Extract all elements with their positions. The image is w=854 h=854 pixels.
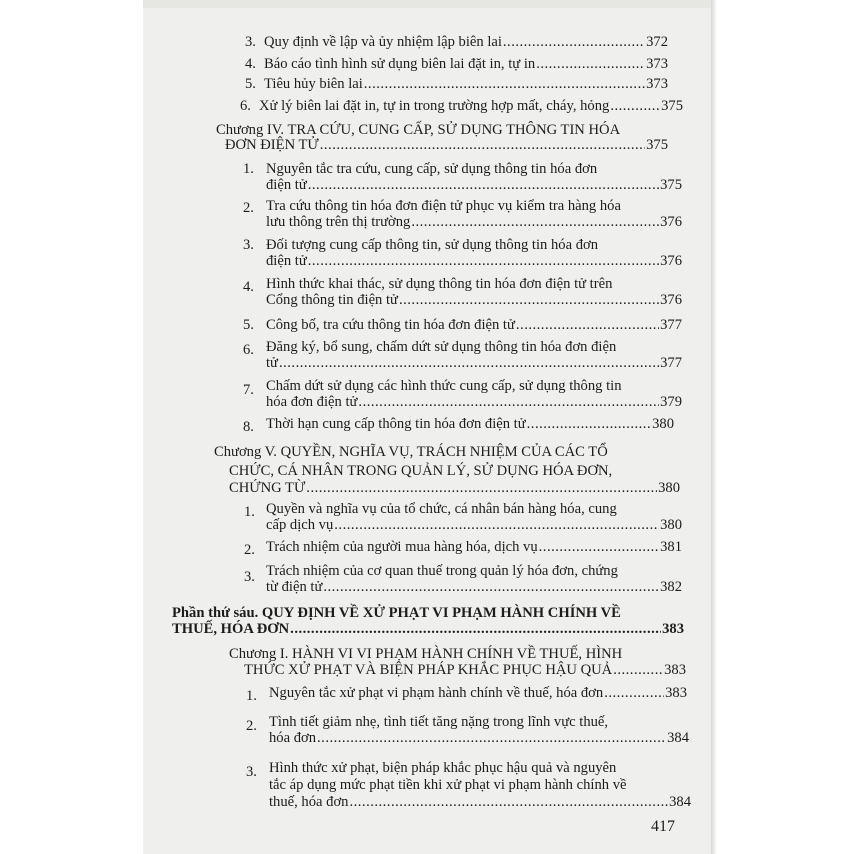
- toc-item-text: Nguyên tắc xử phạt vi phạm hành chính về thuế, hóa đơn: [269, 685, 604, 701]
- leader-dots: [320, 136, 645, 154]
- chapter-heading: CHỨC, CÁ NHÂN TRONG QUẢN LÝ, SỬ DỤNG HÓA ĐƠN,: [229, 463, 613, 479]
- toc-item: [269, 684, 687, 702]
- toc-item-text: Hình thức khai thác, sử dụng thông tin hóa đơn điện tử trên: [266, 276, 613, 292]
- toc-item-text: Thời hạn cung cấp thông tin hóa đơn điện tử: [266, 416, 526, 432]
- toc-item-text: Nguyên tắc tra cứu, cung cấp, sử dụng thông tin hóa đơn: [266, 161, 598, 177]
- toc-item-text: Quy định về lập và ủy nhiệm lập biên lai: [264, 34, 502, 50]
- toc-page-number: 377: [660, 317, 682, 333]
- toc-item-text: Chấm dứt sử dụng các hình thức cung cấp, sử dụng thông tin: [266, 378, 622, 394]
- chapter-heading-text: ĐƠN ĐIỆN TỬ: [225, 137, 319, 153]
- toc-page-number: 384: [669, 794, 691, 810]
- toc-page-number: 380: [660, 517, 682, 533]
- toc-item-number: 6.: [240, 98, 251, 114]
- toc-page-number: 381: [660, 539, 682, 555]
- toc-page-number: 382: [660, 579, 682, 595]
- toc-item: [269, 793, 691, 811]
- toc-item: [264, 55, 668, 73]
- toc-item: [266, 252, 682, 270]
- toc-page-number: 383: [665, 685, 687, 701]
- toc-page-number: 376: [660, 253, 682, 269]
- chapter-heading: Chương V. QUYỀN, NGHĨA VỤ, TRÁCH NHIỆM CỦA CÁC TỔ: [214, 444, 608, 460]
- toc-item: [266, 316, 682, 334]
- toc-item-text-cont: hóa đơn: [269, 730, 317, 746]
- toc-item-text-cont: thuế, hóa đơn: [269, 794, 349, 810]
- toc-item-text: Xử lý biên lai đặt in, tự in trong trường hợp mất, cháy, hỏng: [259, 98, 610, 114]
- toc-page-number: 377: [660, 355, 682, 371]
- toc-item-text-cont: điện tử: [266, 177, 307, 193]
- toc-item: [259, 97, 683, 115]
- toc-item-text: Trách nhiệm của cơ quan thuế trong quản lý hóa đơn, chứng: [266, 563, 618, 579]
- toc-item: [266, 415, 674, 433]
- toc-page-number: 384: [667, 730, 689, 746]
- toc-item-number: 3.: [244, 569, 255, 585]
- toc-item: [266, 538, 682, 556]
- toc-page-number: 373: [646, 76, 668, 92]
- toc-item-text-cont: từ điện tử: [266, 579, 323, 595]
- toc-page-number: 376: [660, 214, 682, 230]
- toc-item-number: 3.: [243, 237, 254, 253]
- chapter-heading-last-line: [229, 473, 680, 497]
- toc-item: [266, 578, 682, 596]
- page-edge-shadow: [711, 0, 717, 854]
- toc-page-number: 383: [664, 662, 686, 678]
- leader-dots: [399, 291, 659, 309]
- toc-item: [266, 393, 682, 411]
- leader-dots: [290, 620, 661, 638]
- toc-item-number: 8.: [243, 419, 254, 435]
- toc-page-number: 383: [662, 621, 684, 637]
- toc-item-number: 2.: [246, 718, 257, 734]
- toc-item-text: Tiêu hủy biên lai: [264, 76, 363, 92]
- toc-item-text: Trách nhiệm của người mua hàng hóa, dịch vụ: [266, 539, 538, 555]
- part-heading-text: THUẾ, HÓA ĐƠN: [172, 621, 290, 637]
- previous-page-edge: [143, 0, 711, 8]
- toc-page-number: 380: [652, 416, 674, 432]
- toc-item: [266, 291, 682, 309]
- toc-item-text-cont: hóa đơn điện tử: [266, 394, 358, 410]
- toc-item-text: Đăng ký, bổ sung, chấm dứt sử dụng thông tin hóa đơn điện: [266, 339, 617, 355]
- chapter-heading: Chương I. HÀNH VI VI PHẠM HÀNH CHÍNH VỀ THUẾ, HÌNH: [229, 646, 623, 662]
- toc-item-text: Tra cứu thông tin hóa đơn điện tử phục vụ kiểm tra hàng hóa: [266, 198, 621, 214]
- toc-page-number: 380: [658, 480, 680, 496]
- leader-dots: [604, 684, 664, 702]
- toc-item-number: 3.: [246, 764, 257, 780]
- toc-item-number: 5.: [245, 76, 256, 92]
- toc-item-number: 6.: [243, 342, 254, 358]
- leader-dots: [536, 55, 645, 73]
- toc-item-number: 2.: [243, 200, 254, 216]
- leader-dots: [306, 479, 657, 497]
- part-heading-last-line: [172, 620, 684, 638]
- toc-item-number: 5.: [243, 317, 254, 333]
- leader-dots: [308, 252, 659, 270]
- toc-item-text: Báo cáo tình hình sử dụng biên lai đặt in, tự in: [264, 56, 536, 72]
- toc-item: [269, 729, 689, 747]
- toc-page-number: 375: [660, 177, 682, 193]
- toc-page-number: 372: [646, 34, 668, 50]
- chapter-heading-last-line: [244, 661, 686, 679]
- leader-dots: [323, 578, 659, 596]
- leader-dots: [317, 729, 666, 747]
- toc-page-number: 373: [646, 56, 668, 72]
- toc-item-text-cont: tắc áp dụng mức phạt tiền khi xử phạt vi phạm hành chính về: [269, 777, 627, 793]
- toc-item: [266, 354, 682, 372]
- toc-item: [266, 176, 682, 194]
- toc-item: [264, 75, 668, 93]
- toc-item-number: 7.: [243, 382, 254, 398]
- toc-page-number: 376: [660, 292, 682, 308]
- toc-page-number: 375: [646, 137, 668, 153]
- leader-dots: [610, 97, 660, 115]
- leader-dots: [308, 176, 659, 194]
- toc-item-text: Đối tượng cung cấp thông tin, sử dụng thông tin hóa đơn: [266, 237, 599, 253]
- leader-dots: [364, 75, 645, 93]
- leader-dots: [279, 354, 659, 372]
- toc-item-text: Hình thức xử phạt, biện pháp khắc phục hậu quả và nguyên: [269, 760, 617, 776]
- toc-item: [266, 213, 682, 231]
- toc-item-number: 1.: [243, 161, 254, 177]
- toc-item-text-cont: lưu thông trên thị trường: [266, 214, 411, 230]
- leader-dots: [516, 316, 659, 334]
- leader-dots: [527, 415, 651, 433]
- toc-item: [266, 516, 682, 534]
- chapter-heading: Chương IV. TRA CỨU, CUNG CẤP, SỬ DỤNG THÔNG TIN HÓA: [216, 122, 621, 138]
- toc-item-number: 2.: [244, 542, 255, 558]
- toc-item-text: Tình tiết giảm nhẹ, tình tiết tăng nặng trong lĩnh vực thuế,: [269, 714, 609, 730]
- toc-page-number: 375: [661, 98, 683, 114]
- leader-dots: [411, 213, 659, 231]
- toc-item-number: 1.: [246, 688, 257, 704]
- toc-item-number: 4.: [245, 56, 256, 72]
- leader-dots: [503, 33, 645, 51]
- chapter-heading-text: CHỨNG TỪ: [229, 480, 306, 496]
- toc-item-number: 3.: [245, 34, 256, 50]
- leader-dots: [334, 516, 659, 534]
- chapter-heading-text: THỨC XỬ PHẠT VÀ BIỆN PHÁP KHẮC PHỤC HẬU QUẢ: [244, 662, 613, 678]
- toc-item-number: 1.: [244, 504, 255, 520]
- toc-item: [264, 33, 668, 51]
- toc-item-text-cont: Cổng thông tin điện tử: [266, 292, 398, 308]
- toc-page-number: 379: [660, 394, 682, 410]
- toc-item-text: Công bố, tra cứu thông tin hóa đơn điện tử: [266, 317, 515, 333]
- toc-item-text-cont: tử: [266, 355, 278, 371]
- chapter-heading-last-line: [225, 136, 668, 154]
- leader-dots: [613, 661, 663, 679]
- part-heading: Phần thứ sáu. QUY ĐỊNH VỀ XỬ PHẠT VI PHẠM HÀNH CHÍNH VỀ: [172, 605, 621, 621]
- leader-dots: [349, 793, 668, 811]
- leader-dots: [358, 393, 659, 411]
- toc-item-number: 4.: [243, 279, 254, 295]
- toc-item-text-cont: cấp dịch vụ: [266, 517, 334, 533]
- toc-item-text-cont: điện tử: [266, 253, 307, 269]
- page-number: 417: [651, 818, 675, 835]
- leader-dots: [539, 538, 659, 556]
- toc-item-text: Quyền và nghĩa vụ của tổ chức, cá nhân bán hàng hóa, cung: [266, 501, 617, 517]
